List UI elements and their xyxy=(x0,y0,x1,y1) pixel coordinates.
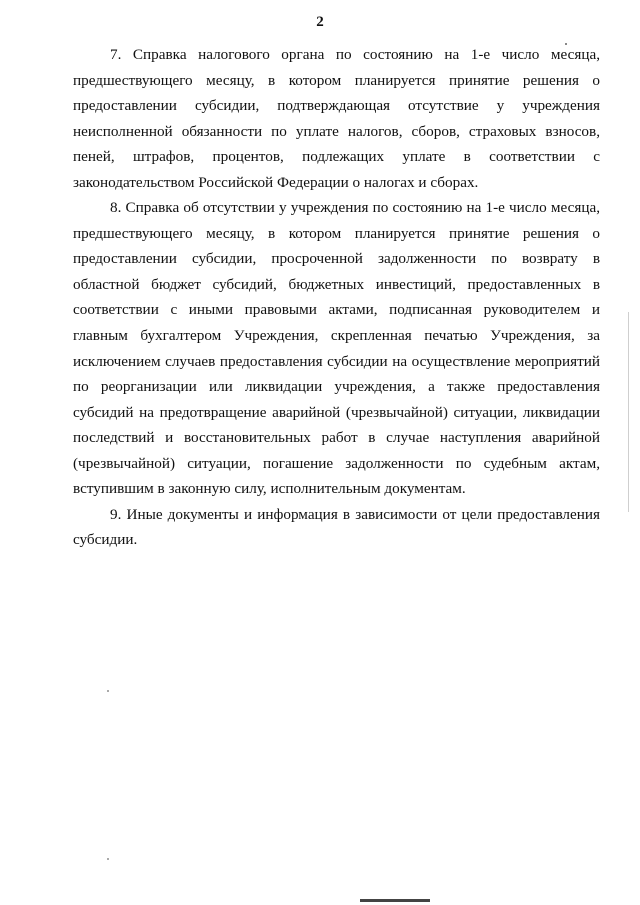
scan-speck xyxy=(565,43,567,45)
scan-bottom-mark xyxy=(360,899,430,902)
document-body xyxy=(73,42,600,553)
paragraph-item-7: 7. Справка налогового органа по состоянию на 1-е число месяца, предшествующего месяцу, в котором планируется принятие решения о предоставлении субсидии, подтверждающая отсутствие у учреждения неисполненной обязанности по уплате налогов, сборов, страховых взносов, пеней, штрафов, процентов, подлежащих уплате в соответствии с законодательством Российской Федерации о налогах и сборах. xyxy=(73,46,600,191)
scan-speck xyxy=(107,690,109,692)
paragraph-item-8: 8. Справка об отсутствии у учреждения по состоянию на 1-е число месяца, предшествующего месяцу, в котором планируется принятие решения о предоставлении субсидии, просроченной задолженности по возврату в областной бюджет субсидий, бюджетных инвестиций, предоставленных в соответствии с иными правовыми актами, подписанная руководителем и главным бухгалтером Учреждения, скрепленная печатью Учреждения, за исключением случаев предоставления субсидии на осуществление мероприятий по реорганизации или ликвидации учреждения, а также предоставления субсидий на предотвращение аварийной (чрезвычайной) ситуации, ликвидации последствий и восстановительных работ в случае наступления аварийной (чрезвычайной) ситуации, погашение задолженности по судебным актам, вступившим в законную силу, исполнительным документам. xyxy=(73,199,600,498)
scan-edge-shadow xyxy=(628,312,629,512)
page-number: 2 xyxy=(316,14,324,30)
paragraph-item-9: 9. Иные документы и информация в зависимости от цели предоставления субсидии. xyxy=(73,505,600,549)
scan-speck xyxy=(107,858,109,860)
